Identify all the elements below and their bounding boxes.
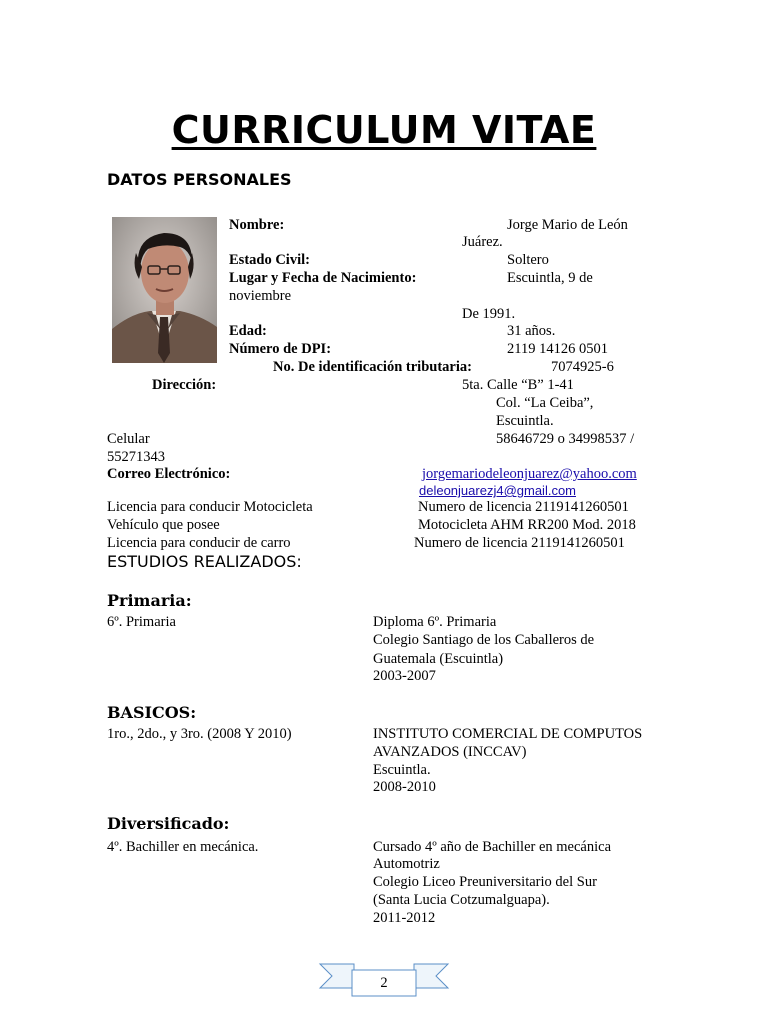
address-label: Dirección:: [152, 377, 217, 393]
document-title: CURRICULUM VITAE: [171, 108, 597, 152]
address-line-3: Escuintla.: [496, 413, 554, 429]
basicos-institute-continued: AVANZADOS (INCCAV): [373, 744, 527, 760]
profile-photo: [112, 217, 217, 363]
personal-data-heading: DATOS PERSONALES: [107, 170, 292, 189]
page-number: 2: [380, 975, 388, 991]
diversificado-school-location: (Santa Lucia Cotzumalguapa).: [373, 892, 550, 908]
diversificado-heading: Diversificado:: [107, 814, 230, 833]
primaria-years: 2003-2007: [373, 668, 436, 684]
basicos-location: Escuintla.: [373, 762, 431, 778]
name-value: Jorge Mario de León: [507, 217, 628, 233]
dpi-label: Número de DPI:: [229, 341, 332, 357]
primaria-heading: Primaria:: [107, 591, 192, 610]
moto-license-label: Licencia para conducir Motocicleta: [107, 499, 313, 515]
basicos-heading: BASICOS:: [107, 703, 197, 722]
phone-label: Celular: [107, 431, 150, 447]
moto-license-value: Numero de licencia 2119141260501: [418, 499, 629, 515]
birth-value: Escuintla, 9 de: [507, 270, 593, 286]
address-line-1: 5ta. Calle “B” 1-41: [462, 377, 574, 393]
diversificado-school: Colegio Liceo Preuniversitario del Sur: [373, 874, 597, 890]
basicos-years: 2008-2010: [373, 779, 436, 795]
tax-id-label: No. De identificación tributaria:: [273, 359, 472, 375]
primaria-left: 6º. Primaria: [107, 614, 176, 630]
email-link-gmail[interactable]: deleonjuarezj4@gmail.com: [419, 483, 576, 498]
name-label: Nombre:: [229, 217, 285, 233]
primaria-diploma: Diploma 6º. Primaria: [373, 614, 497, 630]
primaria-school-location: Guatemala (Escuintla): [373, 651, 504, 667]
basicos-institute: INSTITUTO COMERCIAL DE COMPUTOS: [373, 726, 643, 742]
email-link-yahoo[interactable]: jorgemariodeleonjuarez@yahoo.com: [422, 466, 637, 482]
birth-value-continued: noviembre: [229, 288, 292, 304]
address-line-2: Col. “La Ceiba”,: [496, 395, 594, 411]
name-value-continued: Juárez.: [462, 234, 503, 250]
email-label: Correo Electrónico:: [107, 466, 231, 482]
age-value: 31 años.: [507, 323, 556, 339]
civil-status-value: Soltero: [507, 252, 549, 268]
page-number-ribbon: [318, 958, 450, 998]
car-license-label: Licencia para conducir de carro: [107, 535, 291, 551]
diversificado-years: 2011-2012: [373, 910, 436, 926]
diversificado-course: Cursado 4º año de Bachiller en mecánica: [373, 839, 612, 855]
phone-value: 58646729 o 34998537 /: [496, 431, 635, 447]
dpi-value: 2119 14126 0501: [507, 341, 608, 357]
age-label: Edad:: [229, 323, 267, 339]
car-license-value: Numero de licencia 2119141260501: [414, 535, 625, 551]
birth-value-year: De 1991.: [462, 306, 516, 322]
civil-status-label: Estado Civil:: [229, 252, 310, 268]
primaria-school: Colegio Santiago de los Caballeros de: [373, 632, 595, 648]
phone-value-continued: 55271343: [107, 449, 165, 465]
vehicle-label: Vehículo que posee: [107, 517, 220, 533]
tax-id-value: 7074925-6: [551, 359, 614, 375]
birth-label: Lugar y Fecha de Nacimiento:: [229, 270, 417, 286]
vehicle-value: Motocicleta AHM RR200 Mod. 2018: [418, 517, 636, 533]
basicos-left: 1ro., 2do., y 3ro. (2008 Y 2010): [107, 726, 292, 742]
diversificado-left: 4º. Bachiller en mecánica.: [107, 839, 259, 855]
studies-heading: ESTUDIOS REALIZADOS:: [107, 552, 302, 571]
diversificado-course-continued: Automotriz: [373, 856, 440, 872]
